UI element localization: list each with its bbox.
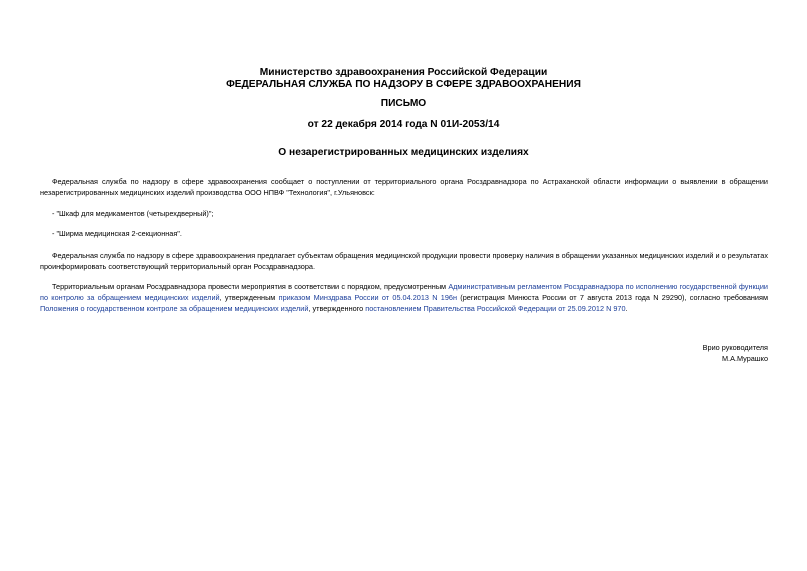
signature-block <box>703 342 768 364</box>
list-item-2: - "Ширма медицинская 2-секционная". <box>52 229 182 238</box>
document-date-number: от 22 декабря 2014 года N 01И-2053/14 <box>307 119 500 130</box>
document-subject: О незарегистрированных медицинских изделиях <box>278 147 529 158</box>
paragraph-3-text-4: , утвержденного <box>308 304 366 313</box>
service-name: ФЕДЕРАЛЬНАЯ СЛУЖБА ПО НАДЗОРУ В СФЕРЕ ЗДРАВООХРАНЕНИЯ <box>226 79 581 90</box>
order-196n-link[interactable]: приказом Минздрава России от 05.04.2013 N 196н <box>278 293 457 302</box>
state-control-regulation-link[interactable]: Положения о государственном контроле за обращением медицинских изделий <box>40 304 309 313</box>
signatory-name: М.А.Мурашко <box>721 354 768 363</box>
paragraph-3-text-5: . <box>625 304 628 313</box>
government-decree-970-link[interactable]: постановлением Правительства Российской Федерации от 25.09.2012 N 970 <box>365 304 626 313</box>
paragraph-1: Федеральная служба по надзору в сфере здравоохранения сообщает о поступлении от территориального органа Росздравнадзора по Астраханской области информации о выявлении в обращении незарегистрированных медицинских изделий производства ООО НПВФ "Технология", г.Ульяновск: <box>40 177 768 197</box>
paragraph-3-text-3: (регистрация Минюста России от 7 августа 2013 года N 29290), согласно требованиям <box>456 293 768 302</box>
ministry-name: Министерство здравоохранения Российской Федерации <box>259 67 548 78</box>
admin-regulation-link[interactable]: Административным регламентом Росздравнадзора по исполнению государственной функции по контролю за обращением медицинских изделий <box>40 282 768 302</box>
paragraph-3 <box>40 281 768 314</box>
paragraph-3-text-2: , утвержденным <box>219 293 279 302</box>
document-type: ПИСЬМО <box>380 98 427 109</box>
list-item-1: - "Шкаф для медикаментов (четырехдверный)"; <box>52 209 214 218</box>
document-header <box>0 67 807 91</box>
paragraph-3-text-1: Территориальным органам Росздравнадзора провести мероприятия в соответствии с порядком, предусмотренным <box>52 282 449 291</box>
paragraph-2: Федеральная служба по надзору в сфере здравоохранения предлагает субъектам обращения медицинской продукции провести проверку наличия в обращении указанных медицинских изделий и о результатах проинформировать соответствующий территориальный орган Росздравнадзора. <box>40 251 768 271</box>
signatory-position: Врио руководителя <box>702 343 768 352</box>
